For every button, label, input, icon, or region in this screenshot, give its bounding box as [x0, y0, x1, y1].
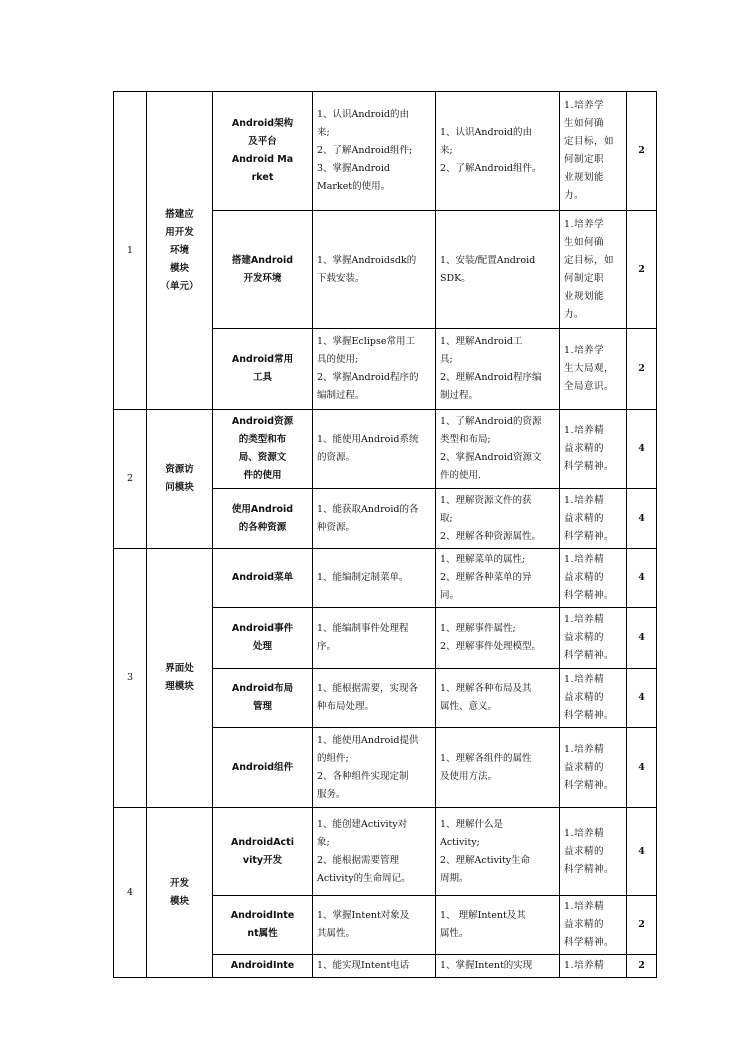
ability-goal-cell-line: 下载安装。	[317, 272, 365, 284]
knowledge-goal-cell-line: 2、掌握Android资源文	[440, 452, 542, 463]
topic-cell-line: Android常用	[231, 354, 294, 365]
topic-cell-line: 处理	[252, 641, 272, 652]
knowledge-goal-cell-line: 同。	[440, 590, 460, 601]
knowledge-goal-cell-line: 来;	[440, 145, 453, 156]
quality-goal-cell	[560, 955, 627, 978]
hours-cell: 2	[627, 92, 657, 211]
ability-goal-cell	[313, 410, 436, 489]
quality-goal-cell-line: 业规划能	[564, 172, 605, 183]
topic-cell-line: rket	[251, 172, 274, 183]
knowledge-goal-cell	[436, 608, 560, 669]
ability-goal-cell-line: 1、能使用Android提供	[317, 734, 419, 746]
knowledge-goal-cell-line: 1、理解菜单的属性;	[440, 554, 526, 565]
knowledge-goal-cell-line: 1、理解什么是	[440, 818, 504, 830]
ability-goal-cell-line: 1、能实现Intent电话	[317, 960, 410, 971]
quality-goal-cell-line: 1.培养精	[564, 674, 605, 685]
table-row	[114, 808, 657, 896]
ability-goal-cell-line: 的资源。	[317, 452, 356, 463]
table-row	[114, 92, 657, 211]
quality-goal-cell-line: 科学精神。	[564, 650, 615, 661]
module-name-line: 环境	[169, 244, 189, 256]
knowledge-goal-cell-line: 1、认识Android的由	[440, 127, 532, 138]
ability-goal-cell	[313, 808, 436, 896]
knowledge-goal-cell-line: 1、 理解Intent及其	[440, 910, 526, 921]
module-name	[147, 92, 213, 410]
topic-cell-line: 使用Android	[231, 503, 294, 515]
quality-goal-cell-line: 1.培养精	[564, 960, 605, 971]
topic-cell-line: 的类型和布	[238, 434, 287, 445]
knowledge-goal-cell	[436, 955, 560, 978]
ability-goal-cell-line: 其属性。	[317, 928, 356, 939]
ability-goal-cell-line: 1、掌握Androidsdk的	[317, 254, 417, 266]
knowledge-goal-cell-line: 2、理解各种资源属性。	[440, 530, 542, 542]
module-name-line: 问模块	[165, 482, 194, 493]
quality-goal-cell-line: 益求精的	[564, 443, 605, 454]
hours-cell: 2	[627, 329, 657, 410]
knowledge-goal-cell-line: 制过程。	[440, 390, 479, 401]
knowledge-goal-cell-line: 周期。	[440, 872, 469, 884]
ability-goal-cell-line: 1、掌握Eclipse常用工	[317, 336, 415, 347]
quality-goal-cell	[560, 808, 627, 896]
knowledge-goal-cell-line: 属性。	[440, 928, 469, 939]
topic-cell-line: 搭建Android	[231, 254, 294, 266]
quality-goal-cell-line: 1.培养精	[564, 554, 605, 565]
topic-cell	[213, 955, 313, 978]
quality-goal-cell-line: 力。	[564, 308, 585, 320]
ability-goal-cell-line: 1、能使用Android系统	[317, 434, 419, 445]
hours-cell: 2	[627, 896, 657, 955]
unit-number: 3	[114, 549, 147, 808]
topic-cell-line: 管理	[252, 701, 272, 712]
ability-goal-cell	[313, 728, 436, 808]
course-table	[113, 91, 657, 978]
topic-cell	[213, 410, 313, 489]
knowledge-goal-cell-line: 2、了解Android组件。	[440, 163, 542, 174]
topic-cell-line: AndroidActi	[231, 836, 294, 848]
module-name-line: 资源访	[165, 464, 194, 475]
quality-goal-cell	[560, 489, 627, 549]
ability-goal-cell-line: 象;	[317, 836, 330, 848]
quality-goal-cell-line: 1.培养精	[564, 901, 605, 912]
module-name-line: 理模块	[165, 681, 194, 692]
ability-goal-cell-line: 1、能获取Android的各	[317, 503, 419, 515]
topic-cell-line: vity开发	[242, 854, 283, 866]
topic-cell-line: 的各种资源	[238, 521, 287, 533]
knowledge-goal-cell-line: 2、理解Android程序编	[440, 372, 542, 383]
module-name-line: 搭建应	[165, 208, 194, 220]
quality-goal-cell-line: 生如何确	[564, 236, 605, 248]
ability-goal-cell-line: Market的使用。	[317, 181, 391, 192]
hours-cell: 2	[627, 955, 657, 978]
knowledge-goal-cell-line: 1、理解各组件的属性	[440, 752, 532, 764]
hours-cell: 4	[627, 410, 657, 489]
quality-goal-cell	[560, 728, 627, 808]
knowledge-goal-cell	[436, 92, 560, 211]
topic-cell-line: nt属性	[247, 928, 278, 939]
module-name-line: 用开发	[165, 226, 194, 238]
ability-goal-cell-line: 种布局处理。	[317, 701, 375, 712]
module-name	[147, 410, 213, 549]
knowledge-goal-cell-line: 具;	[440, 354, 453, 365]
hours-cell: 4	[627, 549, 657, 608]
topic-cell-line: 局、资源文	[238, 452, 287, 463]
knowledge-goal-cell-line: 类型和布局;	[440, 434, 491, 445]
hours-cell: 4	[627, 808, 657, 896]
knowledge-goal-cell	[436, 329, 560, 410]
hours-cell: 4	[627, 728, 657, 808]
quality-goal-cell	[560, 329, 627, 410]
ability-goal-cell	[313, 896, 436, 955]
module-name-line: 模块	[169, 895, 189, 907]
topic-cell-line: Android菜单	[231, 572, 294, 583]
ability-goal-cell	[313, 669, 436, 728]
table-row	[114, 410, 657, 489]
quality-goal-cell-line: 1.培养学	[564, 218, 605, 230]
quality-goal-cell-line: 定目标，如	[564, 136, 615, 147]
quality-goal-cell	[560, 608, 627, 669]
knowledge-goal-cell-line: 1、了解Android的资源	[440, 416, 542, 427]
hours-cell: 4	[627, 669, 657, 728]
ability-goal-cell-line: 来;	[317, 127, 330, 138]
knowledge-goal-cell-line: SDK。	[440, 272, 471, 284]
ability-goal-cell-line: 1、掌握Intent对象及	[317, 910, 410, 921]
knowledge-goal-cell-line: 1、理解事件属性;	[440, 623, 516, 634]
quality-goal-cell-line: 科学精神。	[564, 710, 615, 721]
topic-cell	[213, 489, 313, 549]
ability-goal-cell-line: 2、掌握Android程序的	[317, 372, 419, 383]
quality-goal-cell-line: 生大局观，	[564, 363, 615, 374]
quality-goal-cell	[560, 92, 627, 211]
quality-goal-cell-line: 益求精的	[564, 572, 605, 583]
knowledge-goal-cell	[436, 489, 560, 549]
topic-cell	[213, 329, 313, 410]
quality-goal-cell-line: 1.培养精	[564, 614, 605, 625]
knowledge-goal-cell-line: Activity;	[440, 836, 480, 848]
ability-goal-cell-line: 种资源。	[317, 521, 356, 533]
topic-cell-line: 工具	[252, 372, 272, 383]
knowledge-goal-cell-line: 1、安装/配置Android	[440, 254, 536, 266]
quality-goal-cell-line: 益求精的	[564, 845, 605, 857]
quality-goal-cell-line: 科学精神。	[564, 461, 615, 472]
topic-cell	[213, 896, 313, 955]
knowledge-goal-cell-line: 1、理解Android工	[440, 336, 523, 347]
ability-goal-cell	[313, 955, 436, 978]
quality-goal-cell-line: 科学精神。	[564, 863, 615, 875]
quality-goal-cell-line: 业规划能	[564, 290, 605, 302]
quality-goal-cell-line: 1.培养精	[564, 425, 605, 436]
module-name-line: 界面处	[165, 663, 194, 674]
quality-goal-cell-line: 1.培养学	[564, 100, 605, 111]
quality-goal-cell-line: 科学精神。	[564, 590, 615, 601]
hours-cell: 2	[627, 211, 657, 329]
quality-goal-cell	[560, 549, 627, 608]
quality-goal-cell-line: 1.培养学	[564, 345, 605, 356]
knowledge-goal-cell	[436, 808, 560, 896]
quality-goal-cell-line: 益求精的	[564, 919, 605, 930]
ability-goal-cell-line: 1、能创建Activity对	[317, 818, 408, 830]
module-name	[147, 549, 213, 808]
topic-cell-line: Android Ma	[231, 154, 294, 165]
ability-goal-cell	[313, 329, 436, 410]
topic-cell	[213, 608, 313, 669]
quality-goal-cell-line: 何制定职	[564, 272, 605, 284]
quality-goal-cell-line: 1.培养精	[564, 827, 605, 839]
knowledge-goal-cell	[436, 211, 560, 329]
quality-goal-cell-line: 科学精神。	[564, 937, 615, 948]
ability-goal-cell-line: 序。	[317, 641, 337, 652]
topic-cell-line: 开发环境	[243, 272, 282, 284]
ability-goal-cell-line: 2、各种组件实现定制	[317, 770, 409, 782]
quality-goal-cell-line: 力。	[564, 190, 585, 201]
knowledge-goal-cell-line: 2、理解事件处理模型。	[440, 641, 542, 652]
quality-goal-cell	[560, 211, 627, 329]
topic-cell	[213, 92, 313, 211]
quality-goal-cell	[560, 669, 627, 728]
knowledge-goal-cell-line: 件的使用.	[440, 470, 482, 481]
topic-cell-line: AndroidInte	[230, 960, 295, 971]
quality-goal-cell-line: 益求精的	[564, 761, 605, 773]
knowledge-goal-cell-line: 2、理解各种菜单的异	[440, 572, 532, 583]
knowledge-goal-cell-line: 属性、意义。	[440, 701, 498, 712]
module-name-line: （单元）	[160, 280, 199, 292]
topic-cell-line: Android事件	[231, 623, 294, 634]
ability-goal-cell	[313, 92, 436, 211]
unit-number: 2	[114, 410, 147, 549]
module-name	[147, 808, 213, 978]
ability-goal-cell	[313, 549, 436, 608]
quality-goal-cell-line: 全局意识。	[564, 381, 615, 392]
ability-goal-cell-line: 1、能编制事件处理程	[317, 623, 409, 634]
ability-goal-cell	[313, 608, 436, 669]
knowledge-goal-cell	[436, 410, 560, 489]
hours-cell: 4	[627, 489, 657, 549]
topic-cell-line: 件的使用	[243, 470, 282, 481]
topic-cell	[213, 728, 313, 808]
ability-goal-cell-line: 1、能根据需要，实现各	[317, 683, 419, 694]
quality-goal-cell-line: 益求精的	[564, 692, 605, 703]
quality-goal-cell-line: 何制定职	[564, 154, 605, 165]
ability-goal-cell-line: 服务。	[317, 788, 346, 800]
knowledge-goal-cell-line: 取;	[440, 512, 453, 524]
knowledge-goal-cell-line: 1、理解各种布局及其	[440, 683, 532, 694]
ability-goal-cell	[313, 211, 436, 329]
ability-goal-cell	[313, 489, 436, 549]
knowledge-goal-cell	[436, 549, 560, 608]
knowledge-goal-cell-line: 1、理解资源文件的获	[440, 494, 532, 506]
quality-goal-cell	[560, 896, 627, 955]
module-name-line: 开发	[169, 877, 189, 889]
topic-cell	[213, 808, 313, 896]
quality-goal-cell-line: 1.培养精	[564, 743, 605, 755]
ability-goal-cell-line: 的组件;	[317, 752, 349, 764]
hours-cell: 4	[627, 608, 657, 669]
unit-number: 4	[114, 808, 147, 978]
topic-cell-line: Android组件	[231, 761, 294, 773]
quality-goal-cell-line: 1.培养精	[564, 494, 605, 506]
knowledge-goal-cell	[436, 669, 560, 728]
ability-goal-cell-line: 2、了解Android组件;	[317, 145, 413, 156]
topic-cell	[213, 549, 313, 608]
quality-goal-cell	[560, 410, 627, 489]
knowledge-goal-cell-line: 2、理解Activity生命	[440, 854, 531, 866]
quality-goal-cell-line: 益求精的	[564, 632, 605, 643]
knowledge-goal-cell	[436, 896, 560, 955]
topic-cell	[213, 669, 313, 728]
knowledge-goal-cell-line: 及使用方法。	[440, 770, 498, 782]
unit-number: 1	[114, 92, 147, 410]
table-row	[114, 549, 657, 608]
ability-goal-cell-line: 具的使用;	[317, 354, 359, 365]
topic-cell-line: Android资源	[231, 416, 294, 427]
topic-cell-line: Android布局	[231, 683, 294, 694]
quality-goal-cell-line: 科学精神。	[564, 779, 615, 791]
quality-goal-cell-line: 益求精的	[564, 512, 605, 524]
quality-goal-cell-line: 生如何确	[564, 118, 605, 129]
ability-goal-cell-line: 编制过程。	[317, 390, 365, 401]
module-name-line: 模块	[169, 262, 189, 274]
course-table-body	[114, 92, 657, 978]
knowledge-goal-cell-line: 1、掌握Intent的实现	[440, 960, 533, 971]
ability-goal-cell-line: 1、能编制定制菜单。	[317, 572, 409, 583]
topic-cell-line: AndroidInte	[230, 910, 295, 921]
ability-goal-cell-line: 2、能根据需要管理	[317, 854, 400, 866]
quality-goal-cell-line: 科学精神。	[564, 530, 615, 542]
topic-cell-line: 及平台	[248, 136, 277, 147]
quality-goal-cell-line: 定目标，如	[564, 254, 615, 266]
topic-cell-line: Android架构	[231, 118, 294, 129]
topic-cell	[213, 211, 313, 329]
ability-goal-cell-line: Activity的生命周记。	[317, 872, 411, 884]
ability-goal-cell-line: 1、认识Android的由	[317, 109, 409, 120]
knowledge-goal-cell	[436, 728, 560, 808]
ability-goal-cell-line: 3、掌握Android	[317, 163, 390, 174]
